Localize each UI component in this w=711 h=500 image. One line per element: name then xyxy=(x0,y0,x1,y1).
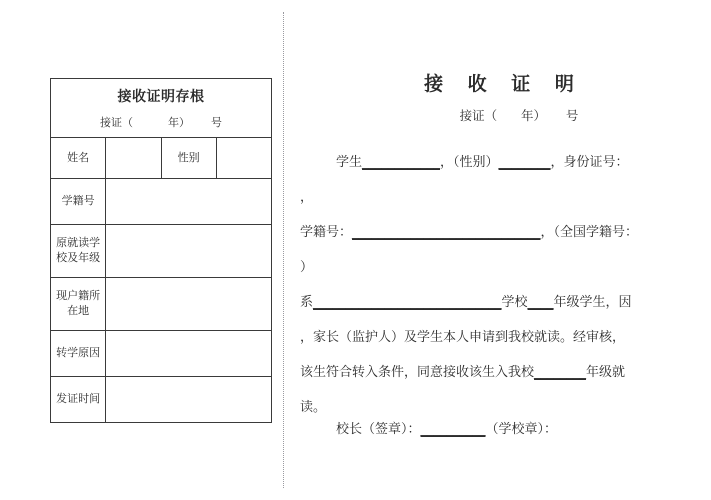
text-gender-label: ，（性别） xyxy=(440,154,499,170)
certificate-subtitle: 接证（ 年） 号 xyxy=(459,107,579,123)
body-line-school-grade xyxy=(300,285,698,320)
label-gender: 性别 xyxy=(161,138,216,179)
text-student-prefix: 学生 xyxy=(336,154,363,170)
value-gender[interactable] xyxy=(216,138,271,179)
text-school-label: 学校 xyxy=(501,294,528,310)
label-residence: 现户籍所 在地 xyxy=(51,278,106,331)
blank-admit-grade[interactable]: ________ xyxy=(534,364,587,380)
stub-title: 接收证明存根 xyxy=(117,88,205,105)
vertical-dotted-divider xyxy=(283,12,284,488)
value-name[interactable] xyxy=(106,138,161,179)
value-issue-date[interactable] xyxy=(106,377,272,423)
table-row-issue-date xyxy=(51,377,272,423)
body-line-close-paren: ） xyxy=(300,259,314,275)
label-student-id: 学籍号 xyxy=(51,179,106,225)
text-grade-suffix: 年级学生，因 xyxy=(553,294,632,310)
label-principal-signature: 校长（签章）： xyxy=(336,422,421,437)
blank-student-name[interactable]: ____________ xyxy=(362,154,441,170)
stub-section xyxy=(50,78,272,423)
blank-gender[interactable]: ________ xyxy=(498,154,551,170)
stub-table xyxy=(50,78,272,423)
value-former-school[interactable] xyxy=(106,225,272,278)
table-row-former-school xyxy=(51,225,272,278)
table-row-student-id xyxy=(51,179,272,225)
text-approval-suffix: 年级就 xyxy=(586,364,626,380)
label-school-seal: （学校章）： xyxy=(485,422,558,437)
value-transfer-reason[interactable] xyxy=(106,331,272,377)
label-name: 姓名 xyxy=(51,138,106,179)
table-row-transfer-reason xyxy=(51,331,272,377)
body-line-approval xyxy=(300,355,698,390)
signature-line xyxy=(300,422,557,438)
blank-student-id[interactable]: _____________________________ xyxy=(352,224,541,240)
table-row-name xyxy=(51,138,272,179)
body-line-guardian-request: ，家长（监护人）及学生本人申请到我校就读。经审核， xyxy=(300,329,626,345)
text-id-label: ，身份证号： xyxy=(550,154,629,170)
certificate-section xyxy=(300,73,698,437)
stub-subtitle: 接证（ 年） 号 xyxy=(100,115,222,129)
blank-principal-signature[interactable]: __________ xyxy=(420,422,486,437)
label-former-school: 原就读学 校及年级 xyxy=(51,225,106,278)
table-row-header xyxy=(51,79,272,138)
stub-header-cell xyxy=(51,79,272,138)
text-approval-prefix: 该生符合转入条件，同意接收该生入我校 xyxy=(300,364,535,380)
body-line-student-id xyxy=(300,215,698,250)
value-student-id[interactable] xyxy=(106,179,272,225)
certificate-title: 接 收 证 明 xyxy=(424,73,583,95)
text-student-id-label: 学籍号： xyxy=(300,224,353,240)
blank-grade[interactable]: ____ xyxy=(527,294,554,310)
table-row-residence xyxy=(51,278,272,331)
body-line-student xyxy=(300,145,698,180)
body-line-end: 读。 xyxy=(300,399,327,415)
body-line-comma: ， xyxy=(300,189,314,205)
text-national-id-label: ，（全国学籍号： xyxy=(540,224,639,240)
value-residence[interactable] xyxy=(106,278,272,331)
label-issue-date: 发证时间 xyxy=(51,377,106,423)
blank-school-name[interactable]: _____________________________ xyxy=(313,294,502,310)
text-school-prefix: 系 xyxy=(300,294,314,310)
label-transfer-reason: 转学原因 xyxy=(51,331,106,377)
